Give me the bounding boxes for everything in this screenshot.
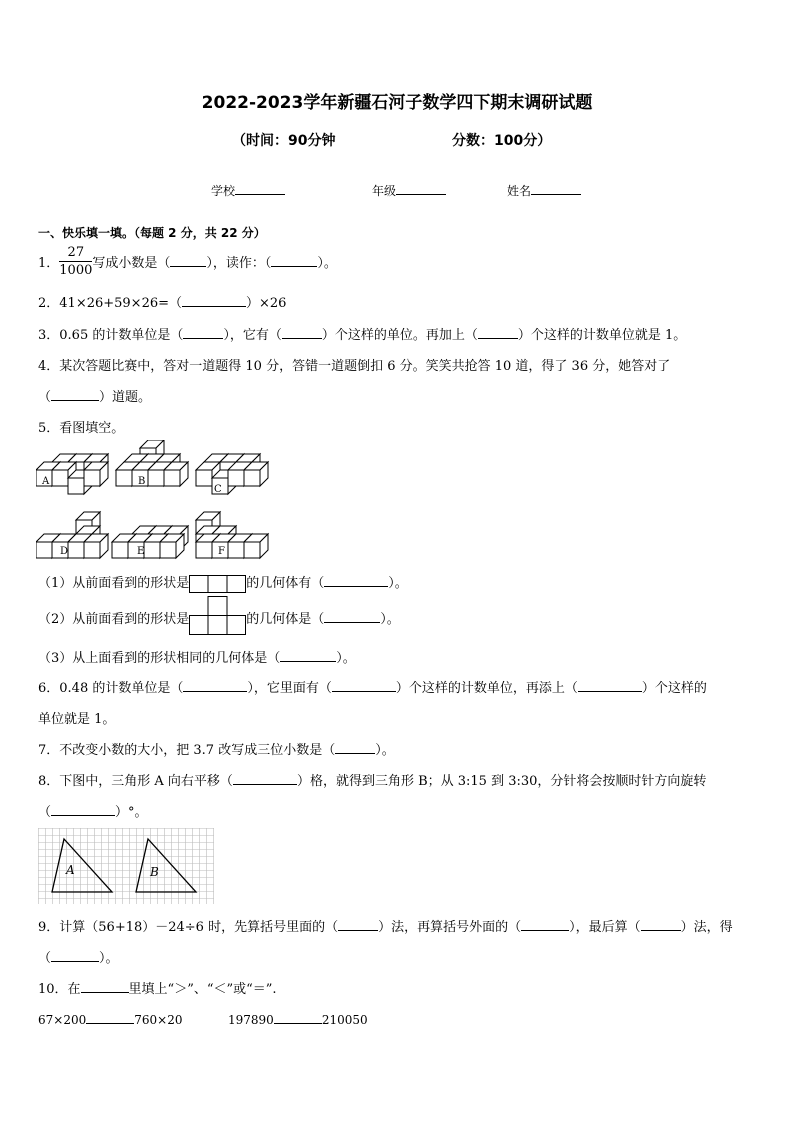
fraction: $\frac{27}{1000}$ bbox=[59, 245, 93, 278]
question-5-head: 5．看图填空。 bbox=[38, 421, 125, 436]
figure-d bbox=[36, 512, 108, 558]
question-4-line2: （ ）道题。 bbox=[38, 390, 152, 405]
time-label: （时间：90分钟 bbox=[232, 133, 336, 149]
front-view-three-squares bbox=[189, 575, 246, 593]
figure-e bbox=[112, 526, 188, 558]
question-4-line1: 4．某次答题比赛中，答对一道题得 10 分，答错一道题倒扣 6 分。笑笑共抢答 10 道，得了 36 分，她答对了 bbox=[38, 359, 671, 374]
section-heading: 一、快乐填一填。（每题 2 分，共 22 分） bbox=[38, 226, 266, 240]
letter-c: C bbox=[214, 484, 222, 495]
front-view-t-shape bbox=[189, 596, 246, 636]
letter-b: B bbox=[138, 476, 146, 487]
school-field: 学校 bbox=[211, 182, 285, 199]
question-10: 10．在 里填上“＞”、“＜”或“＝”. bbox=[38, 982, 277, 997]
letter-f: F bbox=[218, 546, 225, 557]
triangle-grid bbox=[38, 828, 214, 904]
label-b: B bbox=[150, 865, 159, 879]
question-5-part1: （1）从前面看到的形状是 的几何体有（ ）。 bbox=[38, 576, 408, 591]
triangle-a bbox=[52, 839, 112, 892]
figure-c bbox=[196, 454, 268, 495]
question-6-line1: 6．0.48 的计数单位是（ ），它里面有（ ）个这样的计数单位，再添上（ ）个这样的 bbox=[38, 681, 707, 696]
letter-e: E bbox=[137, 546, 145, 557]
letter-d: D bbox=[60, 546, 69, 557]
triangle-b bbox=[136, 839, 196, 892]
question-2: 2．41×26+59×26=（ ）×26 bbox=[38, 296, 287, 311]
letter-a: A bbox=[42, 476, 50, 487]
figure-f bbox=[196, 512, 268, 558]
figure-b bbox=[116, 440, 188, 487]
question-8-line1: 8．下图中，三角形 A 向右平移（ ）格，就得到三角形 B；从 3:15 到 3:30，分针将会按顺时针方向旋转 bbox=[38, 774, 707, 789]
cube-figures bbox=[36, 440, 276, 565]
grade-field: 年级 bbox=[372, 182, 446, 199]
question-3: 3．0.65 的计数单位是（ ），它有（ ）个这样的单位。再加上（ ）个这样的计数单位就是 1。 bbox=[38, 328, 687, 343]
question-5-part2: （2）从前面看到的形状是 的几何体是（ ）。 bbox=[38, 596, 400, 636]
name-field: 姓名 bbox=[507, 182, 581, 199]
page-title: 2022-2023学年新疆石河子数学四下期末调研试题 bbox=[201, 93, 593, 113]
figure-a bbox=[36, 454, 108, 494]
question-9-line1: 9．计算（56+18）－24÷6 时，先算括号里面的（ ）法，再算括号外面的（ ），最后算（ ）法，得 bbox=[38, 920, 733, 935]
comparison-1: 67×200 760×20 bbox=[38, 1013, 183, 1027]
question-5-part3: （3）从上面看到的形状相同的几何体是（ ）。 bbox=[38, 651, 356, 666]
comparison-2: 197890 210050 bbox=[228, 1013, 368, 1027]
question-9-line2: （ ）。 bbox=[38, 951, 119, 966]
label-a: A bbox=[66, 863, 75, 877]
question-8-line2: （ ）°。 bbox=[38, 805, 148, 820]
question-7: 7．不改变小数的大小，把 3.7 改写成三位小数是（ ）。 bbox=[38, 743, 395, 758]
score-label: 分数：100分） bbox=[452, 133, 552, 149]
question-6-line2: 单位就是 1。 bbox=[38, 712, 116, 727]
question-1: 1． $\frac{27}{1000}$ 写成小数是（ ），读作：（ ）。 bbox=[38, 245, 337, 278]
